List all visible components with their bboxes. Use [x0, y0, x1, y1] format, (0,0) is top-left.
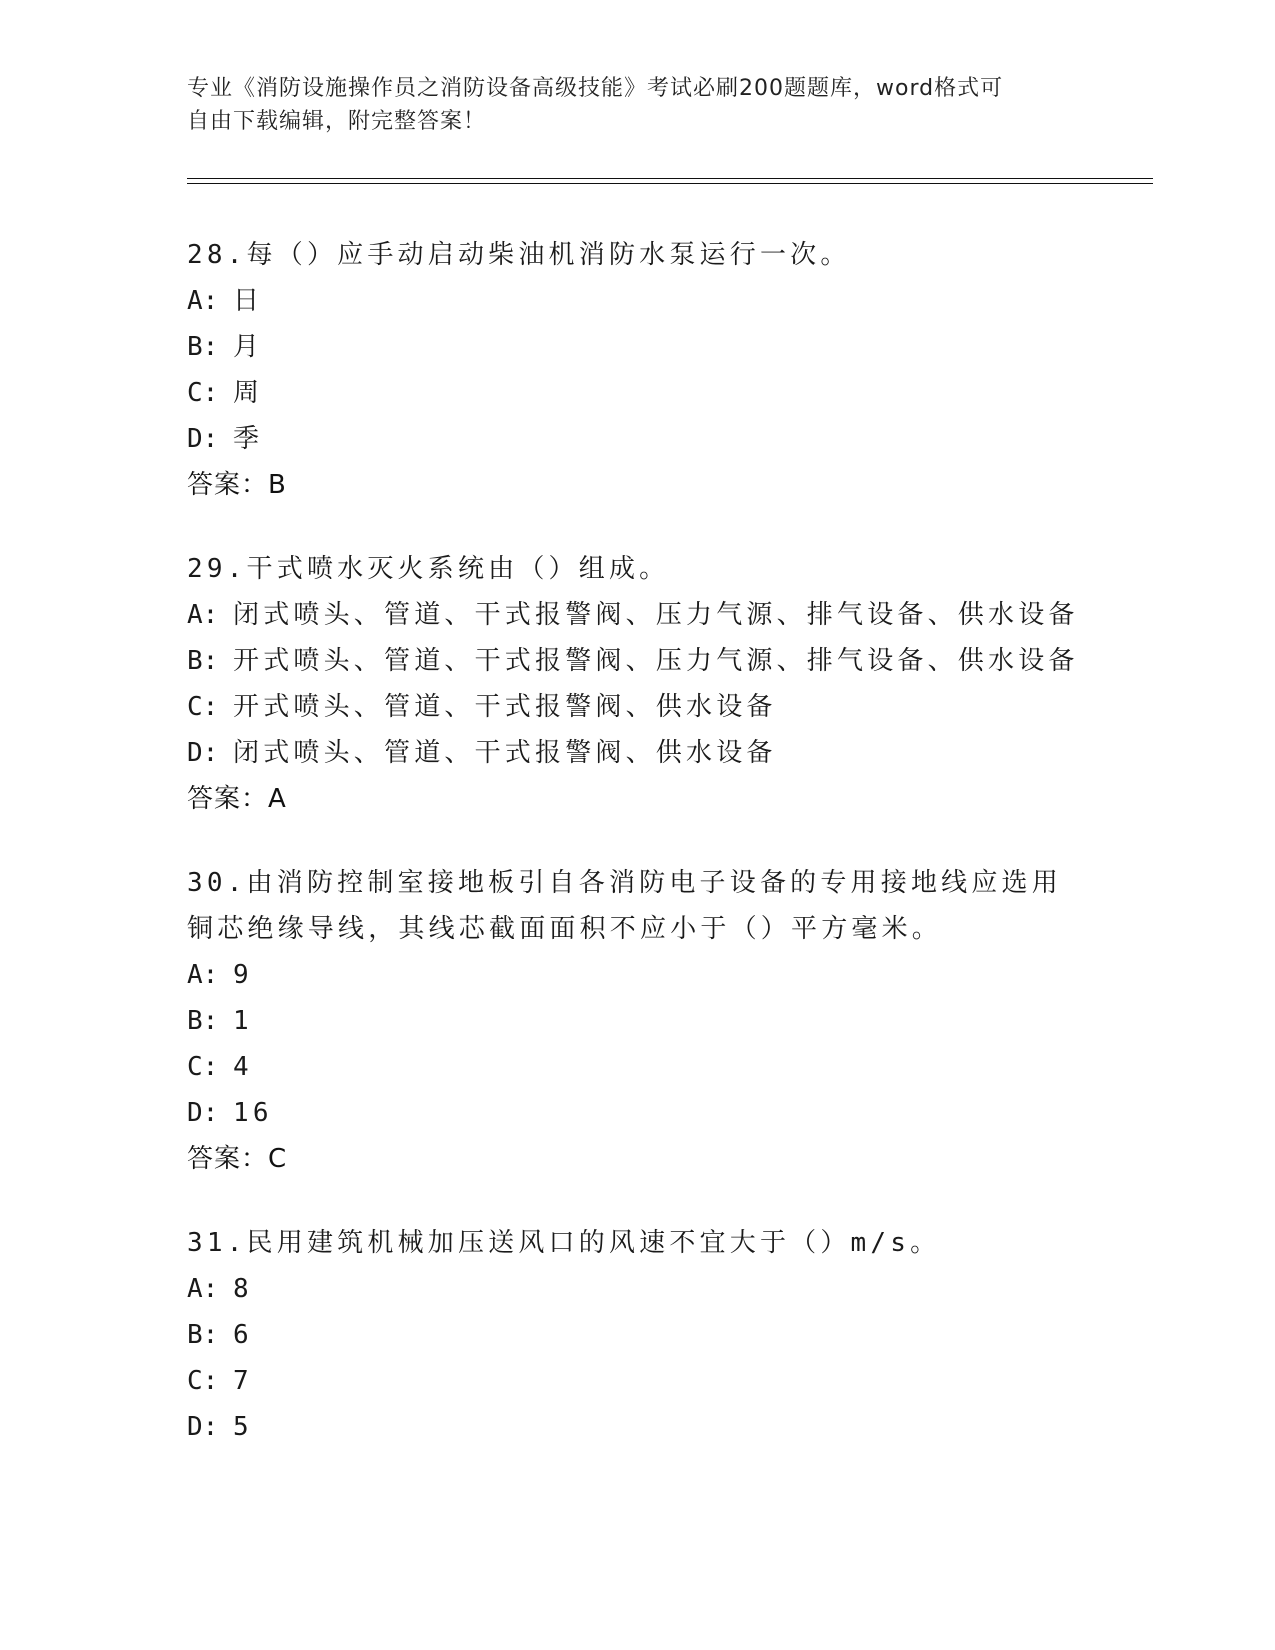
option-d [187, 1090, 1087, 1136]
option-c [187, 370, 1087, 416]
option-letter: C: [187, 692, 219, 722]
option-c [187, 1358, 1087, 1404]
option-c [187, 684, 1087, 730]
option-a [187, 952, 1087, 998]
option-d [187, 1404, 1087, 1450]
option-text: 8 [233, 1274, 253, 1304]
option-text: 开式喷头、管道、干式报警阀、压力气源、排气设备、供水设备 [233, 646, 1079, 676]
option-letter: A: [187, 960, 219, 990]
header-rule-top [187, 178, 1153, 179]
option-d [187, 416, 1087, 462]
option-letter: C: [187, 378, 219, 408]
option-text: 16 [233, 1098, 273, 1128]
option-text: 1 [233, 1006, 253, 1036]
option-a [187, 278, 1087, 324]
option-letter: A: [187, 1274, 219, 1304]
option-letter: C: [187, 1052, 219, 1082]
option-letter: A: [187, 600, 219, 630]
question-stem: 30.由消防控制室接地板引自各消防电子设备的专用接地线应选用铜芯绝缘导线，其线芯截面面积不应小于（）平方毫米。 [187, 868, 1062, 944]
question-30 [187, 860, 1087, 1182]
answer-label: 答案：B [187, 470, 287, 500]
document-header [187, 72, 1067, 138]
option-text: 季 [233, 424, 264, 454]
option-c [187, 1044, 1087, 1090]
option-a [187, 592, 1087, 638]
option-d [187, 730, 1087, 776]
question-stem: 31.民用建筑机械加压送风口的风速不宜大于（）m/s。 [187, 1228, 941, 1258]
option-text: 周 [233, 378, 264, 408]
option-text: 开式喷头、管道、干式报警阀、供水设备 [233, 692, 777, 722]
question-list [187, 232, 1087, 1488]
option-letter: B: [187, 332, 219, 362]
option-b [187, 998, 1087, 1044]
option-text: 5 [233, 1412, 253, 1442]
answer-label: 答案：C [187, 1144, 288, 1174]
option-text: 4 [233, 1052, 253, 1082]
question-31 [187, 1220, 1087, 1450]
question-stem: 29.干式喷水灭火系统由（）组成。 [187, 554, 670, 584]
answer-label: 答案：A [187, 784, 287, 814]
option-letter: B: [187, 646, 219, 676]
option-letter: B: [187, 1320, 219, 1350]
option-letter: C: [187, 1366, 219, 1396]
option-text: 7 [233, 1366, 253, 1396]
option-a [187, 1266, 1087, 1312]
option-letter: D: [187, 738, 219, 768]
option-text: 9 [233, 960, 253, 990]
question-29 [187, 546, 1087, 822]
option-text: 闭式喷头、管道、干式报警阀、压力气源、排气设备、供水设备 [233, 600, 1079, 630]
option-b [187, 1312, 1087, 1358]
question-stem: 28.每（）应手动启动柴油机消防水泵运行一次。 [187, 240, 851, 270]
option-letter: D: [187, 424, 219, 454]
option-letter: A: [187, 286, 219, 316]
question-28 [187, 232, 1087, 508]
option-text: 6 [233, 1320, 253, 1350]
header-rule-bottom [187, 183, 1153, 184]
option-b [187, 324, 1087, 370]
option-letter: B: [187, 1006, 219, 1036]
option-text: 月 [233, 332, 264, 362]
option-letter: D: [187, 1412, 219, 1442]
option-b [187, 638, 1087, 684]
option-letter: D: [187, 1098, 219, 1128]
option-text: 日 [233, 286, 264, 316]
header-line-2: 自由下载编辑，附完整答案！ [187, 109, 487, 134]
header-line-1: 专业《消防设施操作员之消防设备高级技能》考试必刷200题题库，word格式可 [187, 76, 1004, 101]
option-text: 闭式喷头、管道、干式报警阀、供水设备 [233, 738, 777, 768]
